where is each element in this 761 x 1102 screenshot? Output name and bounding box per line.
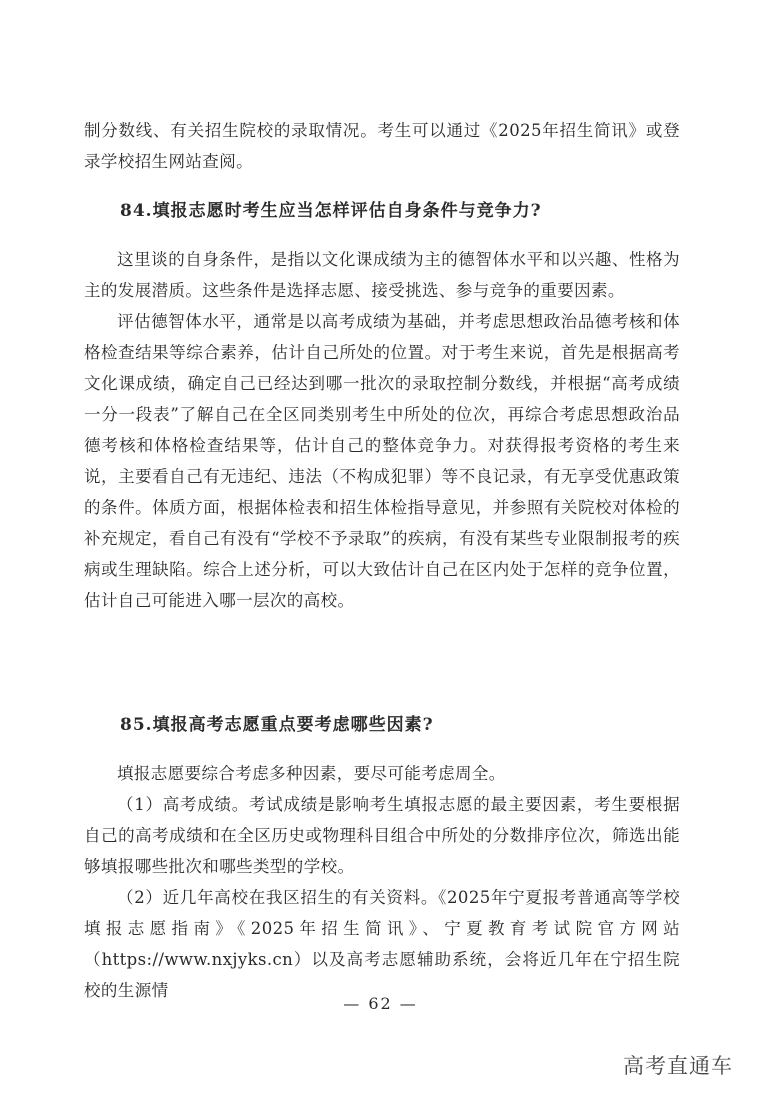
section-85-paragraph-3: （2）近几年高校在我区招生的有关资料。《2025年宁夏报考普通高等学校填报志愿指南》《2025年招生简讯》、宁夏教育考试院官方网站（https://www.nxjyks.cn）以及高考志愿辅助系统，会将近几年在宁招生院校的生源情 <box>84 888 680 1000</box>
section-85-paragraph-1: 填报志愿要综合考虑多种因素，要尽可能考虑周全。 <box>117 764 506 783</box>
section-84-paragraph-1: 这里谈的自身条件，是指以文化课成绩为主的德智体水平和以兴趣、性格为主的发展潜质。这些条件是选择志愿、接受挑选、参与竞争的重要因素。 <box>84 250 680 300</box>
section-84-body <box>84 244 680 616</box>
section-85-heading: 85.填报高考志愿重点要考虑哪些因素? <box>120 715 434 735</box>
section-85-body <box>84 758 680 1006</box>
page-number: — 62 — <box>343 994 418 1013</box>
intro-text-block <box>84 115 680 177</box>
section-84-paragraph-2: 评估德智体水平，通常是以高考成绩为基础，并考虑思想政治品德考核和体格检查结果等综合素养，估计自己所处的位置。对于考生来说，首先是根据高考文化课成绩，确定自己已经达到哪一批次的录取控制分数线，并根据“高考成绩一分一段表”了解自己在全区同类别考生中所处的位次，再综合考虑思想政治品德考核和体格检查结果等，估计自己的整体竞争力。对获得报考资格的考生来说，主要看自己有无违纪、违法（不构成犯罪）等不良记录，有无享受优惠政策的条件。体质方面，根据体检表和招生体检指导意见，并参照有关院校对体检的补充规定，看自己有没有“学校不予录取”的疾病，有没有某些专业限制报考的疾病或生理缺陷。综合上述分析，可以大致估计自己在区内处于怎样的竞争位置，估计自己可能进入哪一层次的高校。 <box>84 312 680 610</box>
section-84-heading: 84.填报志愿时考生应当怎样评估自身条件与竞争力? <box>120 201 542 221</box>
intro-paragraph: 制分数线、有关招生院校的录取情况。考生可以通过《2025年招生简讯》或登录学校招生网站查阅。 <box>84 121 680 171</box>
section-85-paragraph-2: （1）高考成绩。考试成绩是影响考生填报志愿的最主要因素，考生要根据自己的高考成绩和在全区历史或物理科目组合中所处的分数排序位次，筛选出能够填报哪些批次和哪些类型的学校。 <box>84 795 680 876</box>
watermark-text: 高考直通车 <box>623 1054 733 1078</box>
